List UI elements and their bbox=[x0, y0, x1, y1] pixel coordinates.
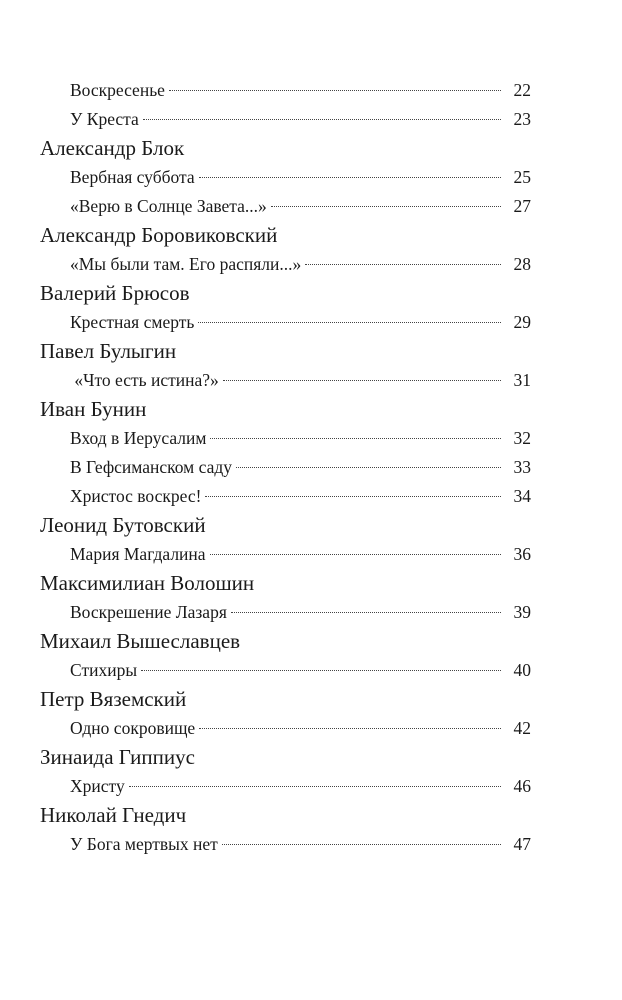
toc-page-number: 46 bbox=[513, 776, 531, 796]
toc-author-heading: Михаил Вышеславцев bbox=[40, 629, 241, 653]
dot-leader bbox=[199, 728, 501, 729]
dot-leader bbox=[231, 612, 501, 613]
toc-entry[interactable] bbox=[0, 76, 531, 105]
toc-entry-title: Христос воскрес! bbox=[70, 486, 202, 506]
toc-entry-title: Вход в Иерусалим bbox=[70, 428, 207, 448]
dot-leader bbox=[198, 322, 501, 323]
dot-leader bbox=[305, 264, 501, 265]
toc-entry[interactable] bbox=[0, 772, 531, 801]
toc-page-number: 39 bbox=[513, 602, 531, 622]
dot-leader bbox=[129, 786, 501, 787]
dot-leader bbox=[143, 119, 501, 120]
toc-author-heading: Петр Вяземский bbox=[40, 687, 187, 711]
dot-leader bbox=[205, 496, 501, 497]
toc-entry[interactable] bbox=[0, 366, 531, 395]
dot-leader bbox=[271, 206, 501, 207]
toc-entry-title: Вербная суббота bbox=[70, 167, 195, 187]
toc-author-heading: Иван Бунин bbox=[40, 397, 147, 421]
toc-entry-title: Мария Магдалина bbox=[70, 544, 206, 564]
toc-page-number: 42 bbox=[513, 718, 531, 738]
dot-leader bbox=[199, 177, 501, 178]
dot-leader bbox=[236, 467, 501, 468]
toc-page-number: 27 bbox=[513, 196, 531, 216]
toc-entry-title: Стихиры bbox=[70, 660, 138, 680]
toc-entry[interactable] bbox=[0, 714, 531, 743]
toc-page-number: 29 bbox=[513, 312, 531, 332]
toc-entry-title: «Верю в Солнце Завета...» bbox=[70, 196, 267, 216]
dot-leader bbox=[222, 844, 501, 845]
toc-entry-title: В Гефсиманском саду bbox=[70, 457, 233, 477]
toc-entry[interactable] bbox=[0, 656, 531, 685]
toc-entry-title: Одно сокровище bbox=[70, 718, 196, 738]
toc-entry[interactable] bbox=[0, 163, 531, 192]
toc-entry[interactable] bbox=[0, 482, 531, 511]
dot-leader bbox=[169, 90, 501, 91]
dot-leader bbox=[141, 670, 501, 671]
toc-author-heading: Валерий Брюсов bbox=[40, 281, 190, 305]
toc-page-number: 40 bbox=[513, 660, 531, 680]
toc-page-number: 36 bbox=[513, 544, 531, 564]
toc-page-number: 32 bbox=[513, 428, 531, 448]
toc-page-number: 28 bbox=[513, 254, 531, 274]
toc-page-number: 47 bbox=[513, 834, 531, 854]
toc-entry-title: Крестная смерть bbox=[70, 312, 195, 332]
toc-page-number: 25 bbox=[513, 167, 531, 187]
toc-entry[interactable] bbox=[0, 453, 531, 482]
toc-page-number: 22 bbox=[513, 80, 531, 100]
toc-author-heading: Павел Булыгин bbox=[40, 339, 177, 363]
table-of-contents bbox=[0, 76, 622, 859]
dot-leader bbox=[223, 380, 501, 381]
toc-author-heading: Александр Боровиковский bbox=[40, 223, 278, 247]
toc-page-number: 31 bbox=[513, 370, 531, 390]
toc-entry-title: Воскрешение Лазаря bbox=[70, 602, 227, 622]
toc-author-heading: Николай Гнедич bbox=[40, 803, 187, 827]
toc-author-heading: Леонид Бутовский bbox=[40, 513, 206, 537]
toc-entry[interactable] bbox=[0, 424, 531, 453]
toc-entry-title: У Бога мертвых нет bbox=[70, 834, 218, 854]
toc-author-heading: Александр Блок bbox=[40, 136, 185, 160]
toc-entry-title: У Креста bbox=[70, 109, 139, 129]
dot-leader bbox=[210, 554, 501, 555]
toc-entry[interactable] bbox=[0, 308, 531, 337]
toc-entry-title: «Мы были там. Его распяли...» bbox=[70, 254, 302, 274]
toc-author-heading: Зинаида Гиппиус bbox=[40, 745, 195, 769]
toc-page-number: 33 bbox=[513, 457, 531, 477]
toc-page-number: 34 bbox=[513, 486, 531, 506]
dot-leader bbox=[210, 438, 501, 439]
toc-author-heading: Максимилиан Волошин bbox=[40, 571, 255, 595]
toc-entry-title: Христу bbox=[70, 776, 125, 796]
toc-entry-title: «Что есть истина?» bbox=[70, 370, 219, 390]
toc-entry[interactable] bbox=[0, 250, 531, 279]
toc-entry[interactable] bbox=[0, 830, 531, 859]
toc-entry[interactable] bbox=[0, 192, 531, 221]
toc-entry[interactable] bbox=[0, 105, 531, 134]
toc-entry[interactable] bbox=[0, 598, 531, 627]
toc-entry[interactable] bbox=[0, 540, 531, 569]
toc-entry-title: Воскресенье bbox=[70, 80, 165, 100]
toc-page-number: 23 bbox=[513, 109, 531, 129]
